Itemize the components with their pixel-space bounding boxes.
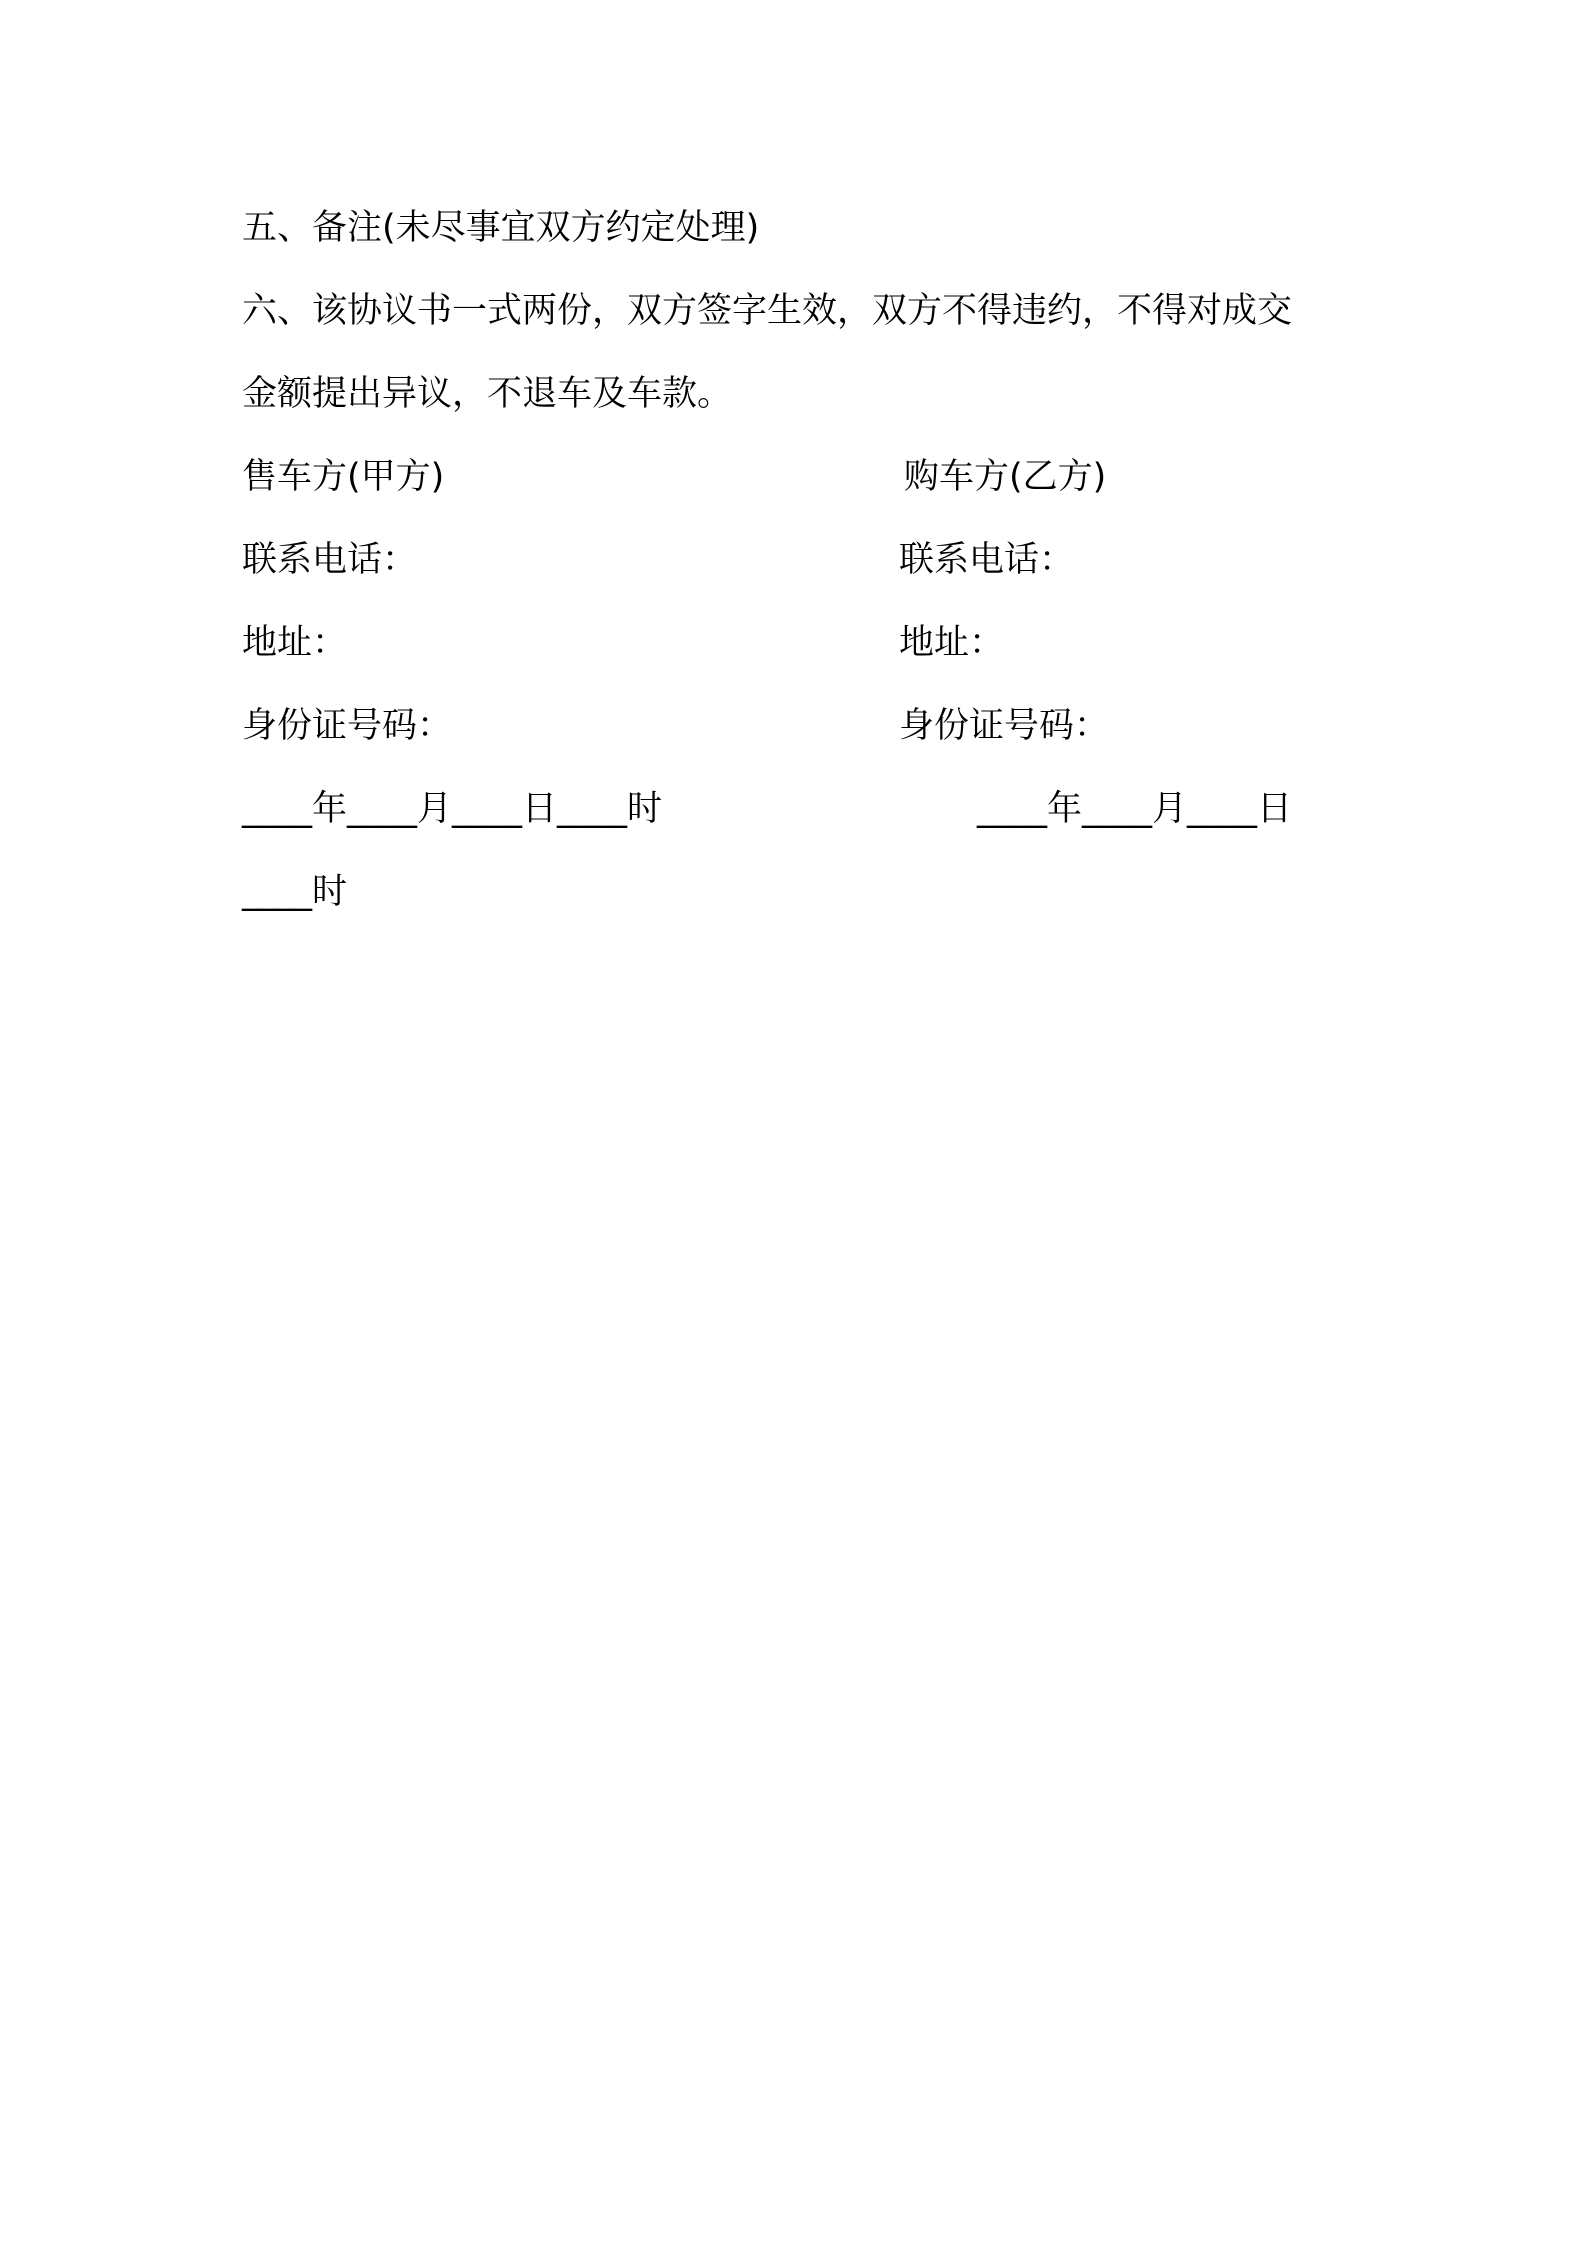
seller-title: 售车方(甲方) <box>242 457 445 497</box>
seller-address-label: 地址： <box>242 623 348 663</box>
buyer-date-line-continued: ____时 <box>242 872 348 912</box>
clause-6-line-2: 金额提出异议，不退车及车款。 <box>242 374 733 414</box>
seller-phone-label: 联系电话： <box>242 540 418 580</box>
clause-5-remarks: 五、备注(未尽事宜双方约定处理) <box>242 208 760 248</box>
buyer-address-label: 地址： <box>899 623 1005 663</box>
buyer-id-label: 身份证号码： <box>899 706 1110 746</box>
clause-6-line-1: 六、该协议书一式两份，双方签字生效，双方不得违约，不得对成交 <box>242 291 1293 331</box>
buyer-phone-label: 联系电话： <box>899 540 1075 580</box>
seller-date-line: ____年____月____日____时 <box>242 789 663 829</box>
buyer-date-line: ____年____月____日 <box>977 789 1293 829</box>
buyer-title: 购车方(乙方) <box>904 457 1107 497</box>
seller-id-label: 身份证号码： <box>242 706 453 746</box>
